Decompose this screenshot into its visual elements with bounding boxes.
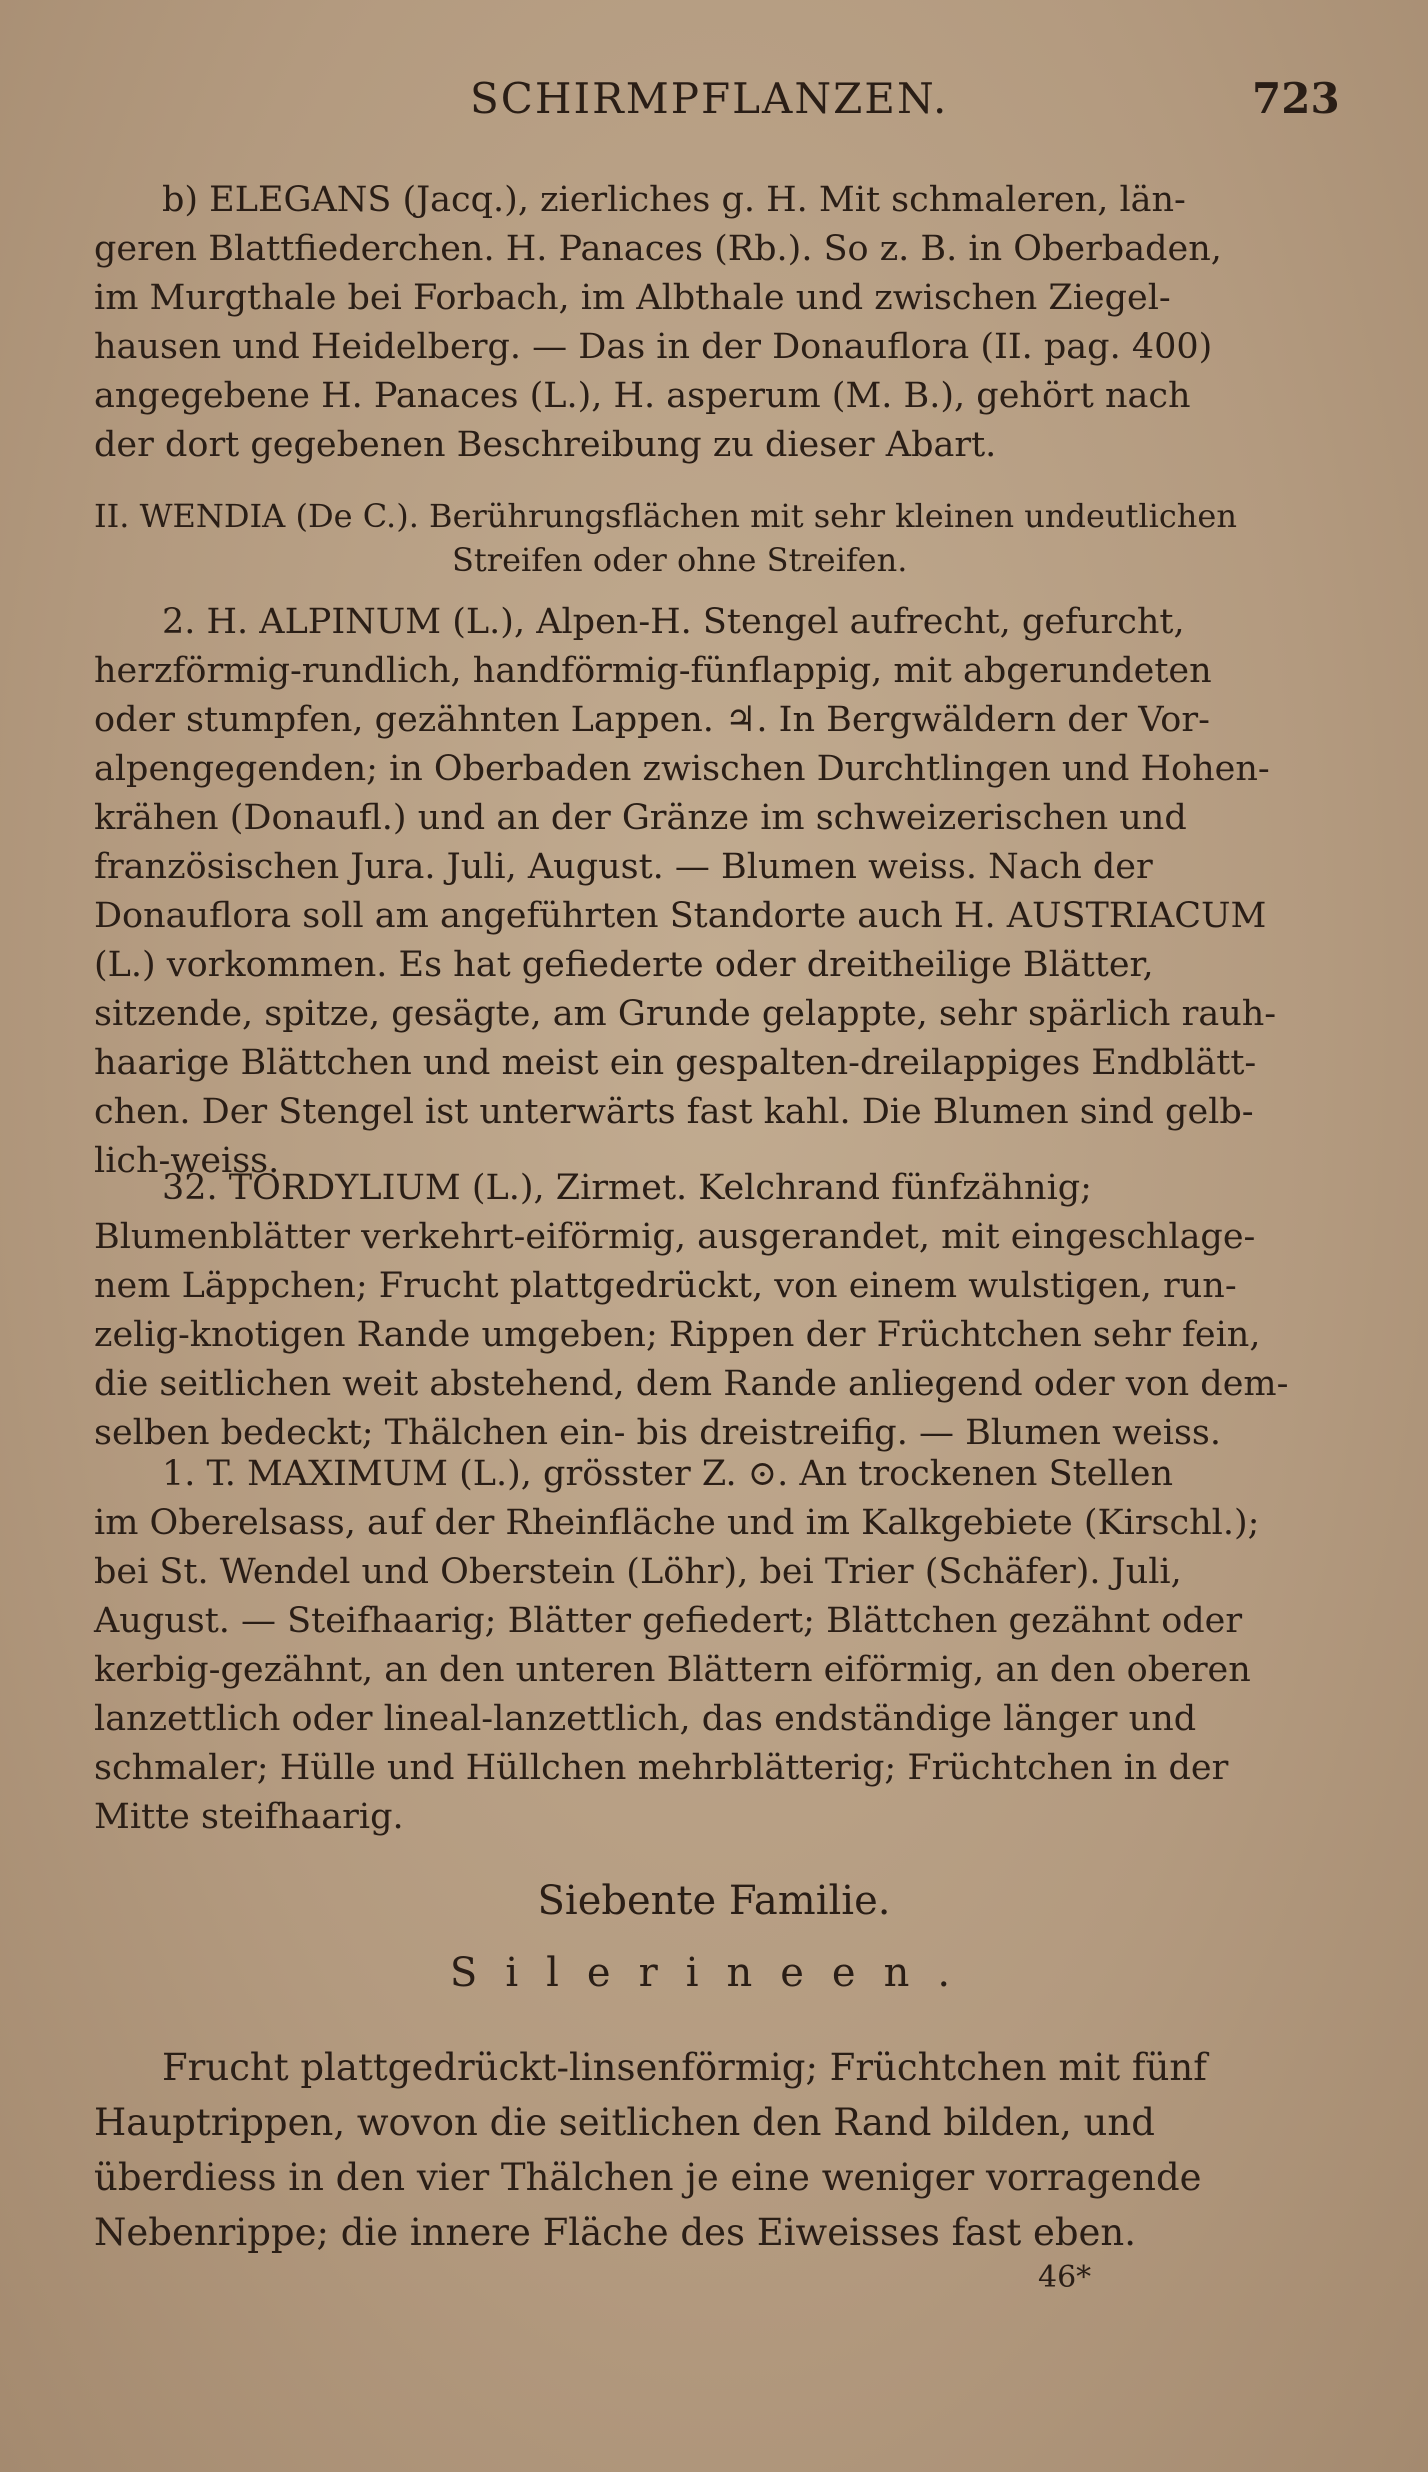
text-line: Mitte steifhaarig. (94, 1797, 404, 1837)
text-line: Nebenrippe; die innere Fläche des Eiweisses fast eben. (94, 2211, 1137, 2254)
text-line: alpengegenden; in Oberbaden zwischen Durchtlingen und Hohen- (94, 749, 1270, 789)
text-line: Blumenblätter verkehrt-eiförmig, ausgerandet, mit eingeschlage- (94, 1217, 1256, 1257)
paragraph-elegans (94, 176, 1334, 470)
text-line: geren Blattfiederchen. H. Panaces (Rb.). So z. B. in Oberbaden, (94, 229, 1222, 269)
text-line: 1. T. MAXIMUM (L.), grösster Z. ⊙. An trockenen Stellen (162, 1454, 1174, 1494)
text-line: b) ELEGANS (Jacq.), zierliches g. H. Mit schmaleren, län- (162, 180, 1186, 220)
text-line: krähen (Donaufl.) und an der Gränze im schweizerischen und (94, 798, 1187, 838)
text-line: im Oberelsass, auf der Rheinfläche und im Kalkgebiete (Kirschl.); (94, 1503, 1260, 1543)
text-line: angegebene H. Panaces (L.), H. asperum (M. B.), gehört nach (94, 376, 1191, 416)
text-line: chen. Der Stengel ist unterwärts fast kahl. Die Blumen sind gelb- (94, 1092, 1254, 1132)
text-line: oder stumpfen, gezähnten Lappen. ♃. In Bergwäldern der Vor- (94, 700, 1210, 740)
text-line: bei St. Wendel und Oberstein (Löhr), bei Trier (Schäfer). Juli, (94, 1552, 1182, 1592)
text-line: kerbig-gezähnt, an den unteren Blättern eiförmig, an den oberen (94, 1650, 1251, 1690)
family-title: Siebente Familie. (537, 1878, 891, 1924)
text-line: Frucht plattgedrückt-linsenförmig; Früchtchen mit fünf (162, 2046, 1207, 2089)
text-line: 32. TORDYLIUM (L.), Zirmet. Kelchrand fünfzähnig; (162, 1168, 1092, 1208)
text-line: sitzende, spitze, gesägte, am Grunde gelappte, sehr spärlich rauh- (94, 994, 1277, 1034)
text-line: zelig-knotigen Rande umgeben; Rippen der Früchtchen sehr fein, (94, 1315, 1261, 1355)
text-line: 2. H. ALPINUM (L.), Alpen-H. Stengel aufrecht, gefurcht, (162, 602, 1185, 642)
text-line: überdiess in den vier Thälchen je eine weniger vorragende (94, 2156, 1202, 2199)
text-line: August. — Steifhaarig; Blätter gefiedert; Blättchen gezähnt oder (94, 1601, 1243, 1641)
text-line: Hauptrippen, wovon die seitlichen den Rand bilden, und (94, 2101, 1155, 2144)
text-line: lich-weiss. (94, 1141, 280, 1181)
paragraph-family (94, 2040, 1334, 2260)
text-line: (L.) vorkommen. Es hat gefiederte oder dreitheilige Blätter, (94, 945, 1154, 985)
text-line: hausen und Heidelberg. — Das in der Donauflora (II. pag. 400) (94, 327, 1213, 367)
paragraph-alpinum (94, 598, 1334, 1186)
text-line: haarige Blättchen und meist ein gespalten-dreilappiges Endblätt- (94, 1043, 1257, 1083)
section-wendia (94, 494, 1294, 582)
text-line: selben bedeckt; Thälchen ein- bis dreistreifig. — Blumen weiss. (94, 1413, 1222, 1453)
page-number: 723 (1252, 74, 1340, 123)
text-line: schmaler; Hülle und Hüllchen mehrblätterig; Früchtchen in der (94, 1748, 1229, 1788)
running-head: SCHIRMPFLANZEN. (470, 74, 949, 123)
text-line: Donauflora soll am angeführten Standorte auch H. AUSTRIACUM (94, 896, 1267, 936)
signature-mark: 46* (1038, 2260, 1092, 2295)
text-line: im Murgthale bei Forbach, im Albthale und zwischen Ziegel- (94, 278, 1171, 318)
text-line: der dort gegebenen Beschreibung zu dieser Abart. (94, 425, 997, 465)
text-line: lanzettlich oder lineal-lanzettlich, das endständige länger und (94, 1699, 1197, 1739)
text-line: die seitlichen weit abstehend, dem Rande anliegend oder von dem- (94, 1364, 1289, 1404)
family-name: Silerineen. (449, 1950, 979, 1996)
text-line: nem Läppchen; Frucht plattgedrückt, von einem wulstigen, run- (94, 1266, 1237, 1306)
paragraph-maximum (94, 1450, 1334, 1842)
text-line: französischen Jura. Juli, August. — Blumen weiss. Nach der (94, 847, 1153, 887)
text-line: herzförmig-rundlich, handförmig-fünflappig, mit abgerundeten (94, 651, 1212, 691)
paragraph-tordylium (94, 1164, 1334, 1458)
section-heading: II. WENDIA (De C.). Berührungsflächen mit sehr kleinen undeutlichen (94, 497, 1237, 535)
section-heading-cont: Streifen oder ohne Streifen. (452, 541, 908, 579)
